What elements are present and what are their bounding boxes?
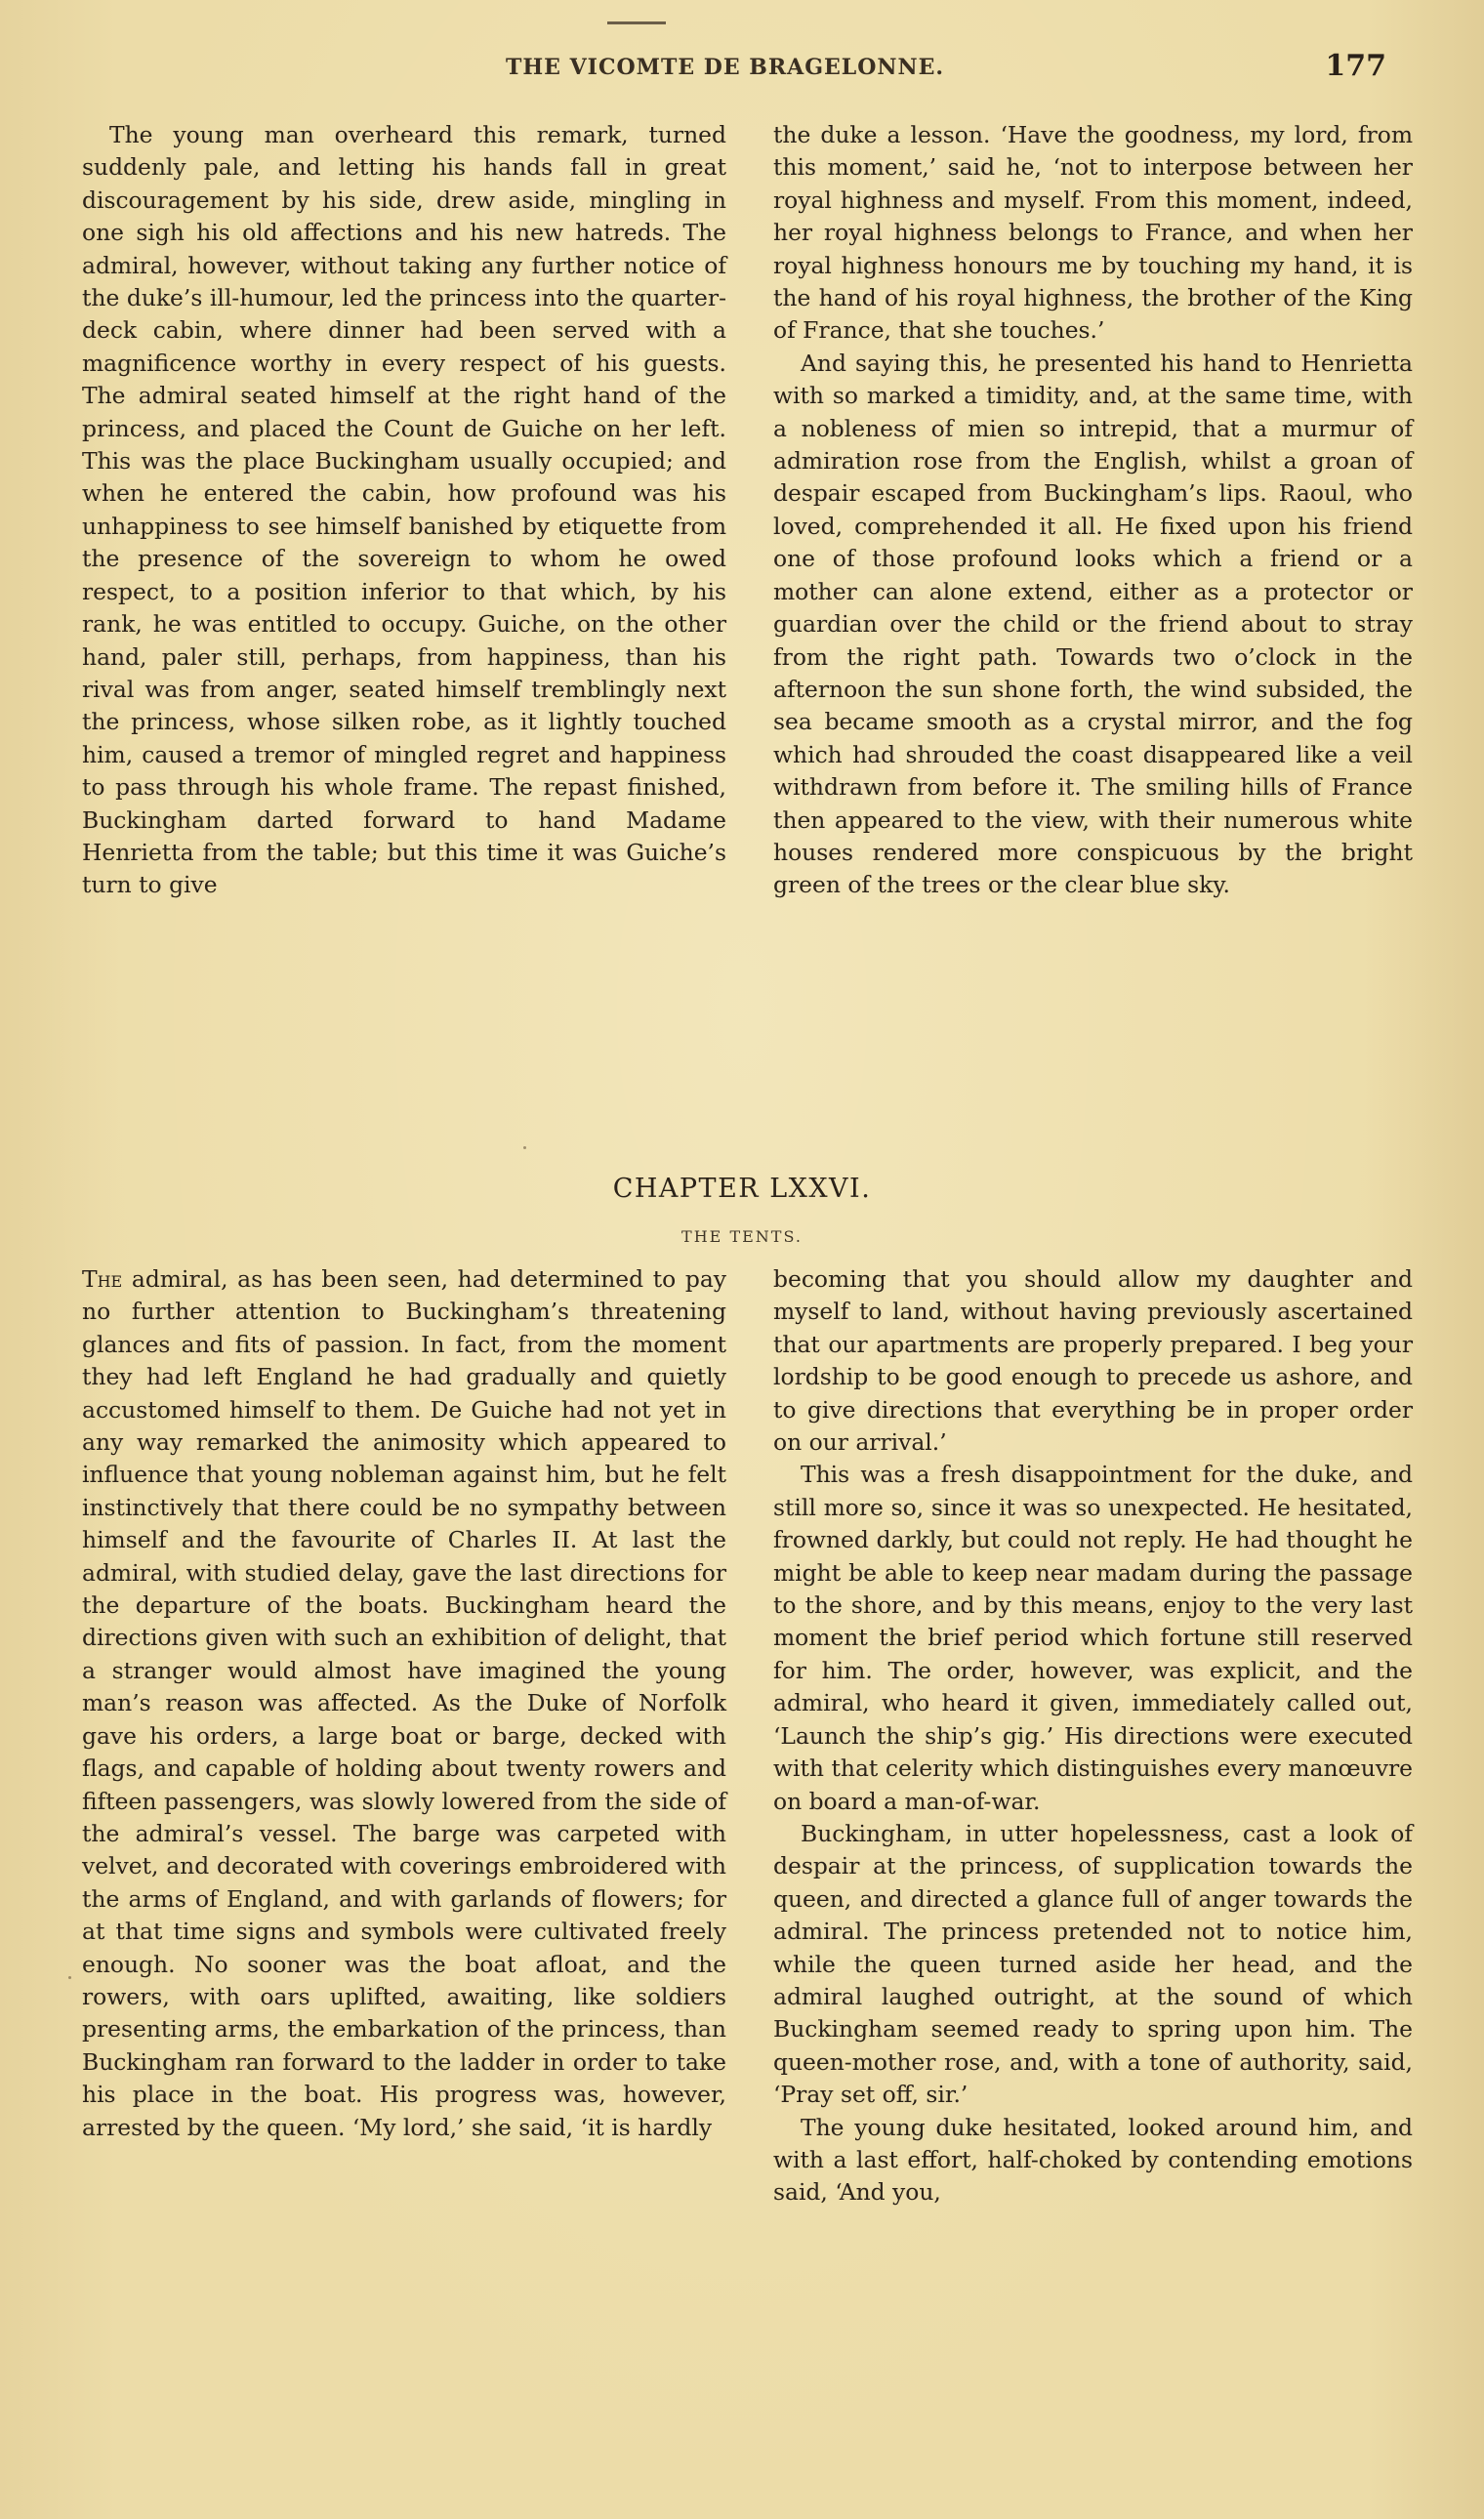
- paragraph: This was a fresh disappointment for the duke, and still more so, since it was so unexpected. He hesitated, frowned darkly, but could not reply. He had thought he might be able to keep near madam during the passage to the shore, and by this means, enjoy to the very last moment the brief period which fortune still reserved for him. The order, however, was explicit, and the admiral, who heard it given, immediately called out, ‘Launch the ship’s gig.’ His directions were executed with that celerity which distinguishes every manœuvre on board a man-of-war.: [773, 1461, 1413, 1815]
- paragraph: becoming that you should allow my daughter and myself to land, without having previously ascertained that our apartments are properly prepared. I beg your lordship to be good enough to precede us ashore, and to give directions that everything be in proper order on our arrival.’: [773, 1265, 1413, 1457]
- paragraph: The young man overheard this remark, turned suddenly pale, and letting his hands fall in great discouragement by his side, drew aside, mingling in one sigh his old affections and his new hatreds. The admiral, however, without taking any further notice of the duke’s ill-humour, led the princess into the quarter-deck cabin, where dinner had been served with a magnificence worthy in every respect of his guests. The admiral seated himself at the right hand of the princess, and placed the Count de Guiche on her left. This was the place Buckingham usually occupied; and when he entered the cabin, how profound was his unhappiness to see himself banished by etiquette from the presence of the sovereign to whom he owed respect, to a position inferior to that which, by his rank, he was entitled to occupy. Guiche, on the other hand, paler still, perhaps, from happiness, than his rival was from anger, seated himself tremblingly next the princess, whose silken robe, as it lightly touched him, caused a tremor of mingled regret and happiness to pass through his whole frame. The repast finished, Buckingham darted forward to hand Madame Henrietta from the table; but this time it was Guiche’s turn to give: [82, 121, 726, 899]
- running-title: THE VICOMTE DE BRAGELONNE.: [506, 55, 945, 80]
- paragraph: And saying this, he presented his hand to Henrietta with so marked a timidity, and, at the same time, with a nobleness of mien so intrepid, that a murmur of admiration rose from the English, whilst a groan of despair escaped from Buckingham’s lips. Raoul, who loved, comprehended it all. He fixed upon his friend one of those profound looks which a friend or a mother can alone extend, either as a protector or guardian over the child or the friend about to stray from the right path. Towards two o’clock in the afternoon the sun shone forth, the wind subsided, the sea became smooth as a crystal mirror, and the fog which had shrouded the coast disappeared like a veil withdrawn from before it. The smiling hills of France then appeared to the view, with their numerous white houses rendered more conspicuous by the bright green of the trees or the clear blue sky.: [773, 349, 1413, 899]
- paper-speck: [68, 1976, 71, 1979]
- chapter-subtitle: THE TENTS.: [681, 1227, 803, 1246]
- upper-left-column: [82, 119, 726, 902]
- paragraph: The young duke hesitated, looked around him, and with a last effort, half-choked by contending emotions said, ‘And you,: [773, 2113, 1413, 2207]
- chapter-heading: CHAPTER LXXVI.: [612, 1174, 872, 1204]
- paragraph: the duke a lesson. ‘Have the goodness, my lord, from this moment,’ said he, ‘not to interpose between her royal highness and myself. From this moment, indeed, her royal highness belongs to France, and when her royal highness honours me by touching my hand, it is the hand of his royal highness, the brother of the King of France, that she touches.’: [773, 121, 1413, 345]
- paper-speck: [523, 1146, 526, 1149]
- lower-left-column: [82, 1263, 726, 2144]
- lower-right-column: [773, 1263, 1413, 2209]
- paragraph: [82, 1263, 726, 2144]
- page-number: 177: [1325, 49, 1386, 83]
- running-head: [78, 49, 1386, 90]
- opening-word: The: [82, 1265, 123, 1293]
- paragraph-text: admiral, as has been seen, had determined to pay no further attention to Buckingham’s threatening glances and fits of passion. In fact, from the moment they had left England he had gradually and quietly accustomed himself to them. De Guiche had not yet in any way remarked the animosity which appeared to influence that young nobleman against him, but he felt instinctively that there could be no sympathy between himself and the favourite of Charles II. At last the admiral, with studied delay, gave the last directions for the departure of the boats. Buckingham heard the directions given with such an exhibition of delight, that a stranger would almost have imagined the young man’s reason was affected. As the Duke of Norfolk gave his orders, a large boat or barge, decked with flags, and capable of holding about twenty rowers and fifteen passengers, was slowly lowered from the side of the admiral’s vessel. The barge was carpeted with velvet, and decorated with coverings embroidered with the arms of England, and with garlands of flowers; for at that time signs and symbols were cultivated freely enough. No sooner was the boat afloat, and the rowers, with oars uplifted, awaiting, like soldiers presenting arms, the embarkation of the princess, than Buckingham ran forward to the ladder in order to take his place in the boat. His progress was, however, arrested by the queen. ‘My lord,’ she said, ‘it is hardly: [82, 1265, 726, 2141]
- upper-right-column: [773, 119, 1413, 902]
- top-rule: [607, 21, 666, 24]
- paragraph: Buckingham, in utter hopelessness, cast a look of despair at the princess, of supplication towards the queen, and directed a glance full of anger towards the admiral. The princess pretended not to notice him, while the queen turned aside her head, and the admiral laughed outright, at the sound of which Buckingham seemed ready to spring upon him. The queen-mother rose, and, with a tone of authority, said, ‘Pray set off, sir.’: [773, 1819, 1413, 2109]
